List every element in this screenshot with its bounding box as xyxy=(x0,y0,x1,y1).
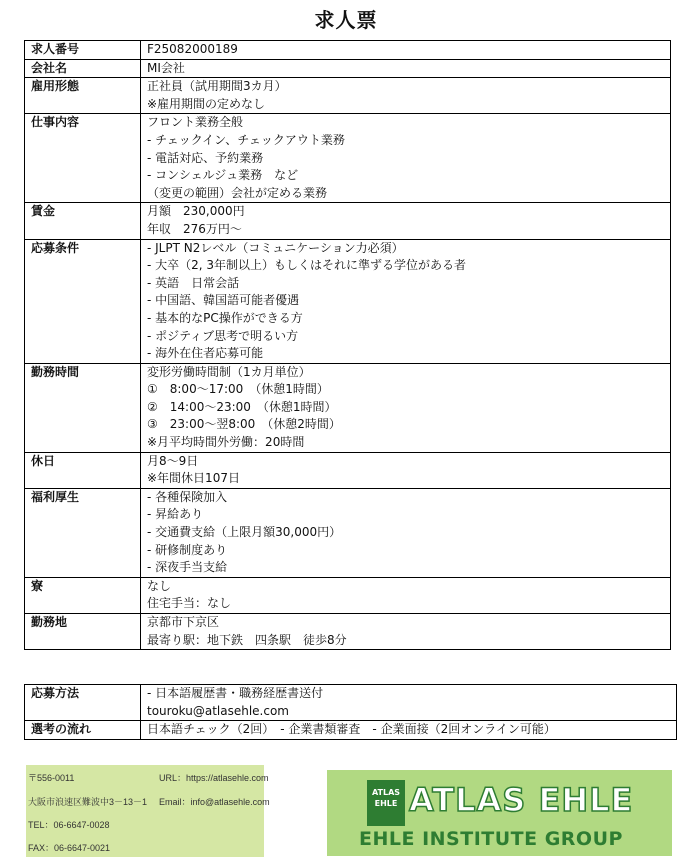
row-value xyxy=(141,59,671,78)
value-line: 月8～9日 xyxy=(147,453,199,468)
value-line: なし xyxy=(147,578,172,593)
value-line: - 各種保険加入 xyxy=(147,489,228,504)
postal-code: 〒556-0011 xyxy=(28,773,75,783)
value-line: - 研修制度あり xyxy=(147,542,228,557)
detail-row xyxy=(25,203,671,239)
contact-box xyxy=(26,765,270,857)
value-line: - コンシェルジュ業務 など xyxy=(147,168,299,183)
row-label: 福利厚生 xyxy=(25,488,141,577)
value-line: - 深夜手当支給 xyxy=(147,560,228,575)
row-value xyxy=(141,452,671,488)
logo-badge: ATLAS EHLE xyxy=(367,780,405,826)
atlas-ehle-logo xyxy=(327,770,672,856)
value-line: - 昇給あり xyxy=(147,507,204,522)
page-title: 求人票 xyxy=(314,8,378,32)
value-line: - 中国語、韓国語可能者優遇 xyxy=(147,293,300,308)
fax: FAX：06-6647-0021 xyxy=(28,843,111,853)
row-value xyxy=(141,721,677,740)
row-label: 応募方法 xyxy=(25,685,141,721)
address: 大阪市浪速区難波中3－13－1 xyxy=(28,797,148,807)
detail-row xyxy=(25,452,671,488)
application-table xyxy=(24,684,677,740)
row-value xyxy=(141,203,671,239)
detail-row xyxy=(25,114,671,203)
row-value xyxy=(141,577,671,613)
row-value xyxy=(141,488,671,577)
value-line: フロント業務全般 xyxy=(147,115,244,130)
detail-row xyxy=(25,41,671,60)
row-value xyxy=(141,363,671,452)
value-line: ③ 23:00～翌8:00 （休憩2時間） xyxy=(147,417,341,432)
value-line: 正社員（試用期間3カ月） xyxy=(147,79,287,94)
logo-wordmark: ATLAS EHLE xyxy=(409,781,634,819)
row-value xyxy=(141,685,677,721)
row-label: 雇用形態 xyxy=(25,78,141,114)
row-value xyxy=(141,614,671,650)
job-details-table xyxy=(24,40,671,650)
value-line: - 海外在住者応募可能 xyxy=(147,346,264,361)
detail-row xyxy=(25,363,671,452)
row-label: 選考の流れ xyxy=(25,721,141,740)
value-line: - JLPT N2レベル（コミュニケーション力必須） xyxy=(147,240,404,255)
value-line: 年収 276万円～ xyxy=(147,221,242,236)
value-line: - 交通費支給（上限月額30,000円） xyxy=(147,525,342,540)
value-line: - ポジティブ思考で明るい方 xyxy=(147,328,299,343)
row-label: 会社名 xyxy=(25,59,141,78)
row-label: 寮 xyxy=(25,577,141,613)
value-line: touroku@atlasehle.com xyxy=(147,703,289,718)
row-value xyxy=(141,239,671,363)
row-label: 仕事内容 xyxy=(25,114,141,203)
apply-row xyxy=(25,721,677,740)
detail-row xyxy=(25,614,671,650)
logo-subtitle: EHLE INSTITUTE GROUP xyxy=(359,828,623,850)
row-label: 休日 xyxy=(25,452,141,488)
row-value xyxy=(141,114,671,203)
value-line: 日本語チェック（2回） - 企業書類審査 - 企業面接（2回オンライン可能） xyxy=(147,722,556,737)
value-line: - 英語 日常会話 xyxy=(147,275,240,290)
value-line: 月額 230,000円 xyxy=(147,204,245,219)
detail-row xyxy=(25,488,671,577)
value-line: ※年間休日107日 xyxy=(147,471,240,486)
value-line: - チェックイン、チェックアウト業務 xyxy=(147,132,345,147)
detail-row xyxy=(25,239,671,363)
value-line: - 日本語履歴書・職務経歴書送付 xyxy=(147,686,324,700)
value-line: 京都市下京区 xyxy=(147,615,220,629)
row-label: 賃金 xyxy=(25,203,141,239)
value-line: - 大卒（2, 3年制以上）もしくはそれに準ずる学位がある者 xyxy=(147,258,467,273)
row-label: 応募条件 xyxy=(25,239,141,363)
value-line: F25082000189 xyxy=(147,42,238,56)
apply-row xyxy=(25,685,677,721)
value-line: - 電話対応、予約業務 xyxy=(147,150,264,165)
row-value xyxy=(141,78,671,114)
row-label: 求人番号 xyxy=(25,41,141,60)
value-line: 最寄り駅：地下鉄 四条駅 徒歩8分 xyxy=(147,632,347,647)
value-line: 住宅手当：なし xyxy=(147,596,232,611)
value-line: ※月平均時間外労働：20時間 xyxy=(147,435,305,450)
value-line: ※雇用期間の定めなし xyxy=(147,96,266,111)
email-address: Email：info@atlasehle.com xyxy=(159,797,270,807)
detail-row xyxy=(25,59,671,78)
detail-row xyxy=(25,78,671,114)
value-line: MI会社 xyxy=(147,60,185,75)
tel: TEL：06-6647-0028 xyxy=(28,820,110,830)
value-line: （変更の範囲）会社が定める業務 xyxy=(147,185,328,200)
value-line: ① 8:00～17:00 （休憩1時間） xyxy=(147,382,329,397)
value-line: 変形労働時間制（1カ月単位） xyxy=(147,364,311,379)
row-label: 勤務時間 xyxy=(25,363,141,452)
value-line: ② 14:00～23:00 （休憩1時間） xyxy=(147,399,337,414)
row-label: 勤務地 xyxy=(25,614,141,650)
row-value xyxy=(141,41,671,60)
website-url: URL：https://atlasehle.com xyxy=(159,773,269,783)
detail-row xyxy=(25,577,671,613)
value-line: - 基本的なPC操作ができる方 xyxy=(147,310,303,325)
